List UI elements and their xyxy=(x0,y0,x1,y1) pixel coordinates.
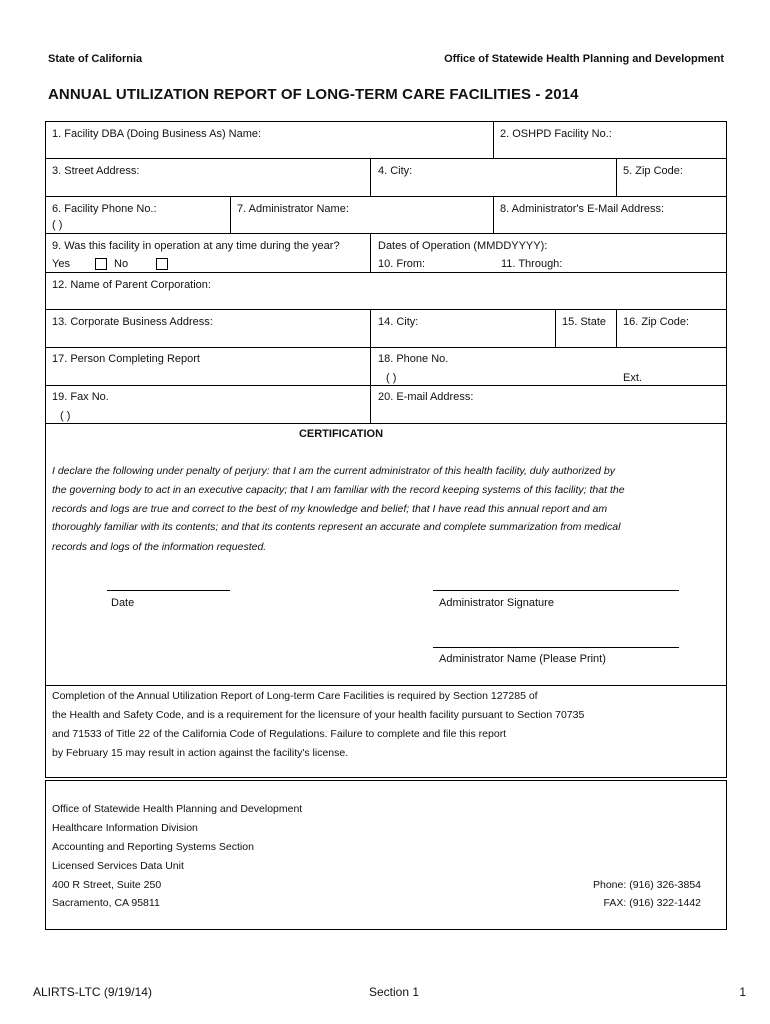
field-facility-phone[interactable]: 6. Facility Phone No.: xyxy=(52,203,157,215)
administrator-name-line[interactable] xyxy=(433,647,679,648)
field-operation-from[interactable]: 10. From: xyxy=(378,258,426,270)
certification-line: records and logs are true and correct to the best of my knowledge and belief; that I have read this annual report and am xyxy=(52,503,608,515)
field-email-address[interactable]: 20. E-mail Address: xyxy=(378,391,474,403)
field-person-completing[interactable]: 17. Person Completing Report xyxy=(52,353,200,365)
address-line: Licensed Services Data Unit xyxy=(52,860,184,872)
address-line: Healthcare Information Division xyxy=(52,822,198,834)
field-city[interactable]: 4. City: xyxy=(378,165,413,177)
field-corporate-address[interactable]: 13. Corporate Business Address: xyxy=(52,316,213,328)
phone-ext[interactable]: Ext. xyxy=(623,372,642,384)
header-state: State of California xyxy=(48,53,143,65)
no-label: No xyxy=(114,258,129,270)
field-corporate-zip[interactable]: 16. Zip Code: xyxy=(623,316,690,328)
field-fax-no[interactable]: 19. Fax No. xyxy=(52,391,109,403)
field-operation-through[interactable]: 11. Through: xyxy=(501,258,563,270)
field-phone-no[interactable]: 18. Phone No. xyxy=(378,353,449,365)
field-corporate-city[interactable]: 14. City: xyxy=(378,316,419,328)
field-facility-dba-name[interactable]: 1. Facility DBA (Doing Business As) Name: xyxy=(52,128,262,140)
field-oshpd-facility-no[interactable]: 2. OSHPD Facility No.: xyxy=(500,128,612,140)
fax-area-code: ( ) xyxy=(60,410,71,422)
phone-number: Phone: (916) 326-3854 xyxy=(593,879,701,891)
field-street-address[interactable]: 3. Street Address: xyxy=(52,165,140,177)
field-zip-code[interactable]: 5. Zip Code: xyxy=(623,165,683,177)
address-line: Accounting and Reporting Systems Section xyxy=(52,841,254,853)
yes-checkbox[interactable] xyxy=(95,258,107,270)
field-administrator-name[interactable]: 7. Administrator Name: xyxy=(237,203,349,215)
address-line: Office of Statewide Health Planning and Development xyxy=(52,803,303,815)
administrator-signature-line[interactable] xyxy=(433,590,679,591)
section-label: Section 1 xyxy=(369,985,420,999)
certification-line: thoroughly familiar with its contents; and that its contents represent an accurate and complete summarization from medical xyxy=(52,521,621,533)
form-id: ALIRTS-LTC (9/19/14) xyxy=(33,985,152,999)
phone-area-code: ( ) xyxy=(386,372,397,384)
date-signature-line[interactable] xyxy=(107,590,230,591)
address-line: 400 R Street, Suite 250 xyxy=(52,879,162,891)
certification-heading: CERTIFICATION xyxy=(298,428,384,440)
certification-line: the governing body to act in an executive capacity; that I am familiar with the record keeping systems of this facility; that the xyxy=(52,484,625,496)
fax-number: FAX: (916) 322-1442 xyxy=(603,897,701,909)
notice-line: Completion of the Annual Utilization Report of Long-term Care Facilities is required by Section 127285 of xyxy=(52,690,538,702)
notice-line: and 71533 of Title 22 of the California Code of Regulations. Failure to complete and file this report xyxy=(52,728,507,740)
field-administrator-email[interactable]: 8. Administrator's E-Mail Address: xyxy=(500,203,665,215)
administrator-name-label: Administrator Name (Please Print) xyxy=(439,653,606,665)
field-parent-corporation[interactable]: 12. Name of Parent Corporation: xyxy=(52,279,211,291)
administrator-signature-label: Administrator Signature xyxy=(439,597,554,609)
field-corporate-state[interactable]: 15. State xyxy=(562,316,607,328)
page-number: 1 xyxy=(739,985,746,999)
dates-of-operation-label: Dates of Operation (MMDDYYYY): xyxy=(378,240,548,252)
page-title: ANNUAL UTILIZATION REPORT OF LONG-TERM CARE FACILITIES - 2014 xyxy=(48,86,579,103)
header-office: Office of Statewide Health Planning and Development xyxy=(444,53,724,65)
notice-line: by February 15 may result in action against the facility's license. xyxy=(52,747,349,759)
yes-label: Yes xyxy=(52,258,70,270)
date-label: Date xyxy=(111,597,135,609)
certification-line: records and logs of the information requested. xyxy=(52,541,267,553)
certification-line: I declare the following under penalty of perjury: that I am the current administrator of this health facility, duly authorized by xyxy=(52,465,616,477)
notice-line: the Health and Safety Code, and is a requirement for the licensure of your health facility pursuant to Section 70735 xyxy=(52,709,585,721)
no-checkbox[interactable] xyxy=(156,258,168,270)
field-operation-question: 9. Was this facility in operation at any time during the year? xyxy=(52,240,340,252)
address-line: Sacramento, CA 95811 xyxy=(52,897,160,909)
facility-phone-area-code: ( ) xyxy=(52,219,63,231)
